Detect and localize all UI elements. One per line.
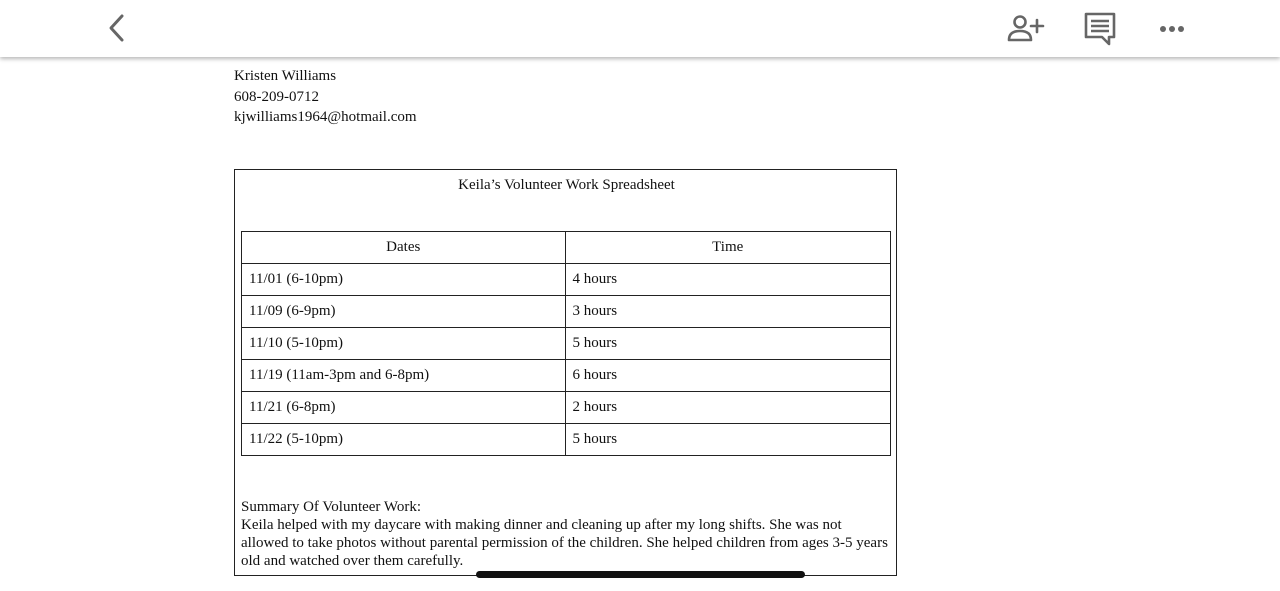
time-cell: 2 hours <box>565 392 891 424</box>
table-row <box>242 424 891 456</box>
more-horizontal-icon[interactable] <box>1152 14 1192 44</box>
table-row <box>242 296 891 328</box>
comment-icon[interactable] <box>1080 10 1120 48</box>
summary-heading: Summary Of Volunteer Work: <box>241 499 422 515</box>
hours-table <box>241 231 891 456</box>
table-row <box>242 392 891 424</box>
date-cell: 11/21 (6-8pm) <box>242 392 566 424</box>
table-row <box>242 264 891 296</box>
contact-block <box>234 66 417 128</box>
document-page <box>0 57 1280 591</box>
time-cell: 4 hours <box>565 264 891 296</box>
top-toolbar <box>0 0 1280 57</box>
time-cell: 5 hours <box>565 328 891 360</box>
volunteer-spreadsheet <box>234 169 897 576</box>
column-header-time: Time <box>565 232 891 264</box>
table-row <box>242 360 891 392</box>
time-cell: 6 hours <box>565 360 891 392</box>
home-indicator[interactable] <box>476 571 805 578</box>
table-header-row <box>242 232 891 264</box>
contact-phone: 608-209-0712 <box>234 88 319 105</box>
contact-name: Kristen Williams <box>234 68 337 84</box>
summary-text: Keila helped with my daycare with making dinner and cleaning up after my long shifts. She was not allowed to take photos without parental permission of the children. She helped children from ages 3-5 years old and watched over them carefully. <box>241 517 888 569</box>
sheet-title: Keila’s Volunteer Work Spreadsheet <box>458 177 675 193</box>
time-cell: 3 hours <box>565 296 891 328</box>
date-cell: 11/22 (5-10pm) <box>242 424 566 456</box>
contact-email: kjwilliams1964@hotmail.com <box>234 109 417 125</box>
summary-section <box>241 498 889 570</box>
table-row <box>242 328 891 360</box>
add-person-icon[interactable] <box>1004 12 1048 46</box>
column-header-dates: Dates <box>242 232 566 264</box>
date-cell: 11/19 (11am-3pm and 6-8pm) <box>242 360 566 392</box>
date-cell: 11/09 (6-9pm) <box>242 296 566 328</box>
date-cell: 11/10 (5-10pm) <box>242 328 566 360</box>
time-cell: 5 hours <box>565 424 891 456</box>
chevron-left-icon[interactable] <box>100 10 134 46</box>
date-cell: 11/01 (6-10pm) <box>242 264 566 296</box>
